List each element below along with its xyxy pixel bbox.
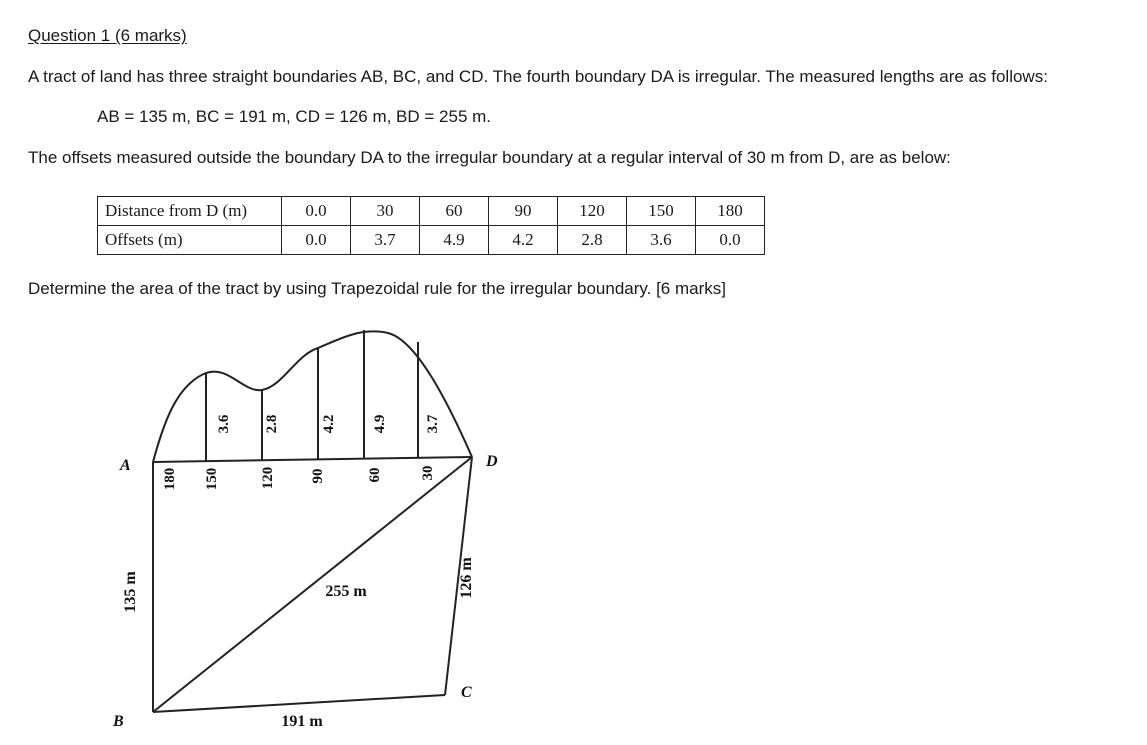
- distance-row-label: Distance from D (m): [98, 197, 282, 226]
- distance-cell: 90: [489, 197, 558, 226]
- irregular-boundary: [153, 331, 472, 462]
- distance-cell: 180: [696, 197, 765, 226]
- chainage-label: 180: [162, 467, 178, 491]
- offset-label: 4.9: [372, 414, 388, 434]
- chainage-label: 150: [204, 467, 220, 491]
- point-label-d: D: [486, 453, 498, 470]
- side-label-bd: 255 m: [325, 583, 367, 600]
- offset-cell: 4.2: [489, 226, 558, 255]
- distance-cell: 30: [351, 197, 420, 226]
- distance-cell: 150: [627, 197, 696, 226]
- offset-cell: 3.6: [627, 226, 696, 255]
- point-label-a: A: [120, 457, 131, 474]
- offset-cell: 4.9: [420, 226, 489, 255]
- offset-cell: 2.8: [558, 226, 627, 255]
- chainage-label: 90: [310, 468, 326, 484]
- offset-cell: 3.7: [351, 226, 420, 255]
- diagonal-bd: [153, 457, 472, 712]
- measured-lengths: AB = 135 m, BC = 191 m, CD = 126 m, BD = 255 m.: [97, 107, 492, 126]
- distance-cell: 0.0: [282, 197, 351, 226]
- offset-label: 4.2: [321, 414, 337, 434]
- distance-cell: 120: [558, 197, 627, 226]
- question-intro: A tract of land has three straight boundaries AB, BC, and CD. The fourth boundary DA is irregular. The measured lengths are as follows:: [28, 67, 1048, 86]
- boundary-bc: [153, 695, 445, 712]
- chainage-label: 30: [420, 465, 436, 481]
- offset-label: 2.8: [264, 414, 280, 434]
- chain-line-da: [153, 457, 472, 462]
- side-label-bc: 191 m: [281, 713, 323, 730]
- offsets-intro: The offsets measured outside the boundary DA to the irregular boundary at a regular interval of 30 m from D, are as below:: [28, 148, 951, 167]
- side-label-ab: 135 m: [122, 571, 139, 613]
- offset-cell: 0.0: [696, 226, 765, 255]
- offset-cell: 0.0: [282, 226, 351, 255]
- chainage-label: 60: [367, 467, 383, 483]
- chainage-label: 120: [260, 466, 276, 490]
- offset-label: 3.6: [216, 414, 232, 434]
- side-label-cd: 126 m: [458, 557, 475, 599]
- question-heading: Question 1 (6 marks): [28, 26, 187, 45]
- task-statement: Determine the area of the tract by using Trapezoidal rule for the irregular boundary. [6 marks]: [28, 279, 726, 298]
- offset-row-label: Offsets (m): [98, 226, 282, 255]
- offset-label: 3.7: [425, 414, 441, 434]
- point-label-b: B: [113, 713, 124, 730]
- distance-cell: 60: [420, 197, 489, 226]
- point-label-c: C: [461, 684, 472, 701]
